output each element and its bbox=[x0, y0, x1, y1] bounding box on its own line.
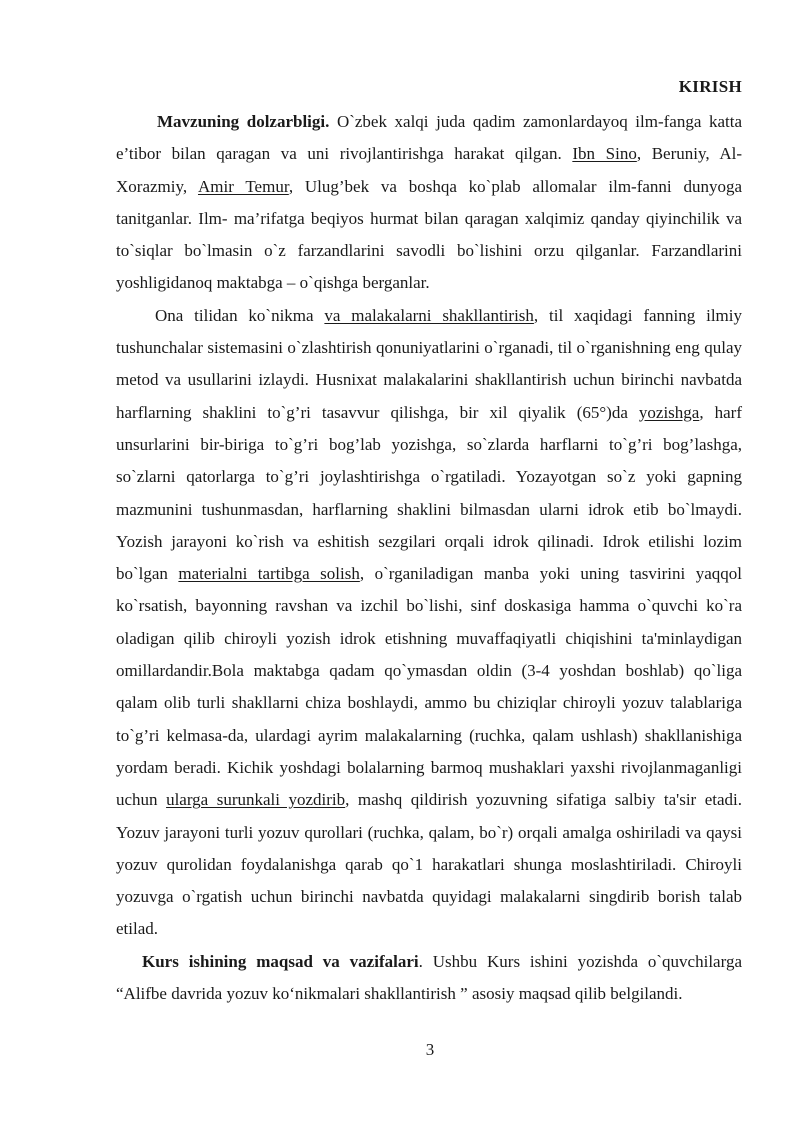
text-run: Ona tilidan ko`nikma bbox=[155, 305, 325, 325]
text-run: . Ushbu Kurs ishini yozishda o`quvchilarga “Alifbe davrida yozuv ko‘nikmalari shakllantirish ” asosiy maqsad qilib belgilandi. bbox=[116, 951, 742, 1004]
text-run: , mashq qildirish yozuvning sifatiga salbiy ta'sir etadi. Yozuv jarayoni turli yozuv qurollari (ruchka, qalam, bo`r) orqali amalga oshiriladi va qaysi yozuv qurolidan foydalanishga qarab qo`1 harakatlari shunga moslashtiriladi. Chiroyli yozuvga o`rgatish uchun birinchi navbatda quyidagi malakalarni singdirib borish talab etilad. bbox=[116, 790, 743, 939]
text-run: , til xaqidagi fanning ilmiy tushunchalar sistemasini o`zlashtirish qonuniyatlarini o`rganadi, til o`rganishning eng qulay metod va usullarini izlaydi. Husnixat malakalarini shakllantirish uchun birinchi navbatda harflarning shaklini to`g’ri tasavvur qilishga, bir xil qiyalik (65°)da bbox=[116, 305, 742, 422]
paragraph-lead: Mavzuning dolzarbligi. bbox=[157, 112, 330, 131]
link-continuous-writing[interactable]: ularga surunkali yozdirib bbox=[166, 790, 346, 810]
page-number: 3 bbox=[425, 1040, 435, 1059]
text-run: , Beruniy, Al-Xorazmiy, bbox=[116, 144, 742, 196]
paragraph-lead: Kurs ishining maqsad va vazifalari bbox=[142, 951, 419, 971]
link-material-ordering[interactable]: materialni tartibga solish bbox=[178, 564, 360, 584]
text-run: , o`rganiladigan manba yoki uning tasvirini yaqqol ko`rsatish, bayonning ravshan va izchil bo`lishi, sinf doskasiga hamma o`quvchi ko`ra oladigan qilib chiroyli yozish idrok etishning muvaffaqiyatli chiqishini ta'minlaydigan omillardandir.Bola maktabga qadam qo`ymasdan oldin (3-4 yoshdan boshlab) qo`liga qalam olib turli shakllarni chiza boshlaydi, ammo bu chiziqlar chiroyli yozuv talablariga to`g’ri kelmasa-da, ulardagi ayrim malakalarning (ruchka, qalam ushlash) shakllanishiga yordam beradi. Kichik yoshdagi bolalarning barmoq mushaklari yaxshi rivojlanmaganligi uchun bbox=[116, 564, 742, 810]
link-skills-formation[interactable]: va malakalarni shakllantirish bbox=[324, 305, 534, 325]
link-writing[interactable]: yozishga bbox=[638, 402, 700, 422]
text-run: , Ulug’bek va boshqa ko`plab allomalar ilm-fanni dunyoga tanitganlar. Ilm- ma’rifatga beqiyos hurmat bilan qaragan xalqimiz qanday qiyinchilik va to`siqlar bo`lmasin o`z farzandlarini savodli bo`lishini orzu qilganlar. Farzandlarini yoshligidanoq maktabga – o`qishga berganlar. bbox=[116, 176, 742, 293]
body-text bbox=[116, 0, 742, 1010]
text-run: O`zbek xalqi juda qadim zamonlardayoq ilm-fanga katta e’tibor bilan qaragan va uni rivojlantirishga harakat qilgan. bbox=[116, 112, 742, 164]
link-amir-temur[interactable]: Amir Temur bbox=[197, 176, 289, 196]
paragraph-relevance bbox=[116, 106, 742, 300]
paragraph-skills bbox=[116, 300, 742, 946]
paragraph-goals bbox=[116, 946, 742, 1011]
link-ibn-sino[interactable]: Ibn Sino bbox=[572, 144, 637, 164]
section-heading: KIRISH bbox=[678, 77, 742, 96]
text-run: , harf unsurlarini bir-biriga to`g’ri bog’lab yozishga, so`zlarda harflarni to`g’ri bog’lashga, so`zlarni qatorlarga to`g’ri joylashtirishga o`rgatiladi. Yozayotgan so`z yoki gapning mazmunini tushunmasdan, harflarning shaklini bilmasdan ularni idrok etib bo`lmaydi. Yozish jarayoni ko`rish va eshitish sezgilari orqali idrok qilinadi. Idrok etilishi lozim bo`lgan bbox=[116, 402, 742, 584]
